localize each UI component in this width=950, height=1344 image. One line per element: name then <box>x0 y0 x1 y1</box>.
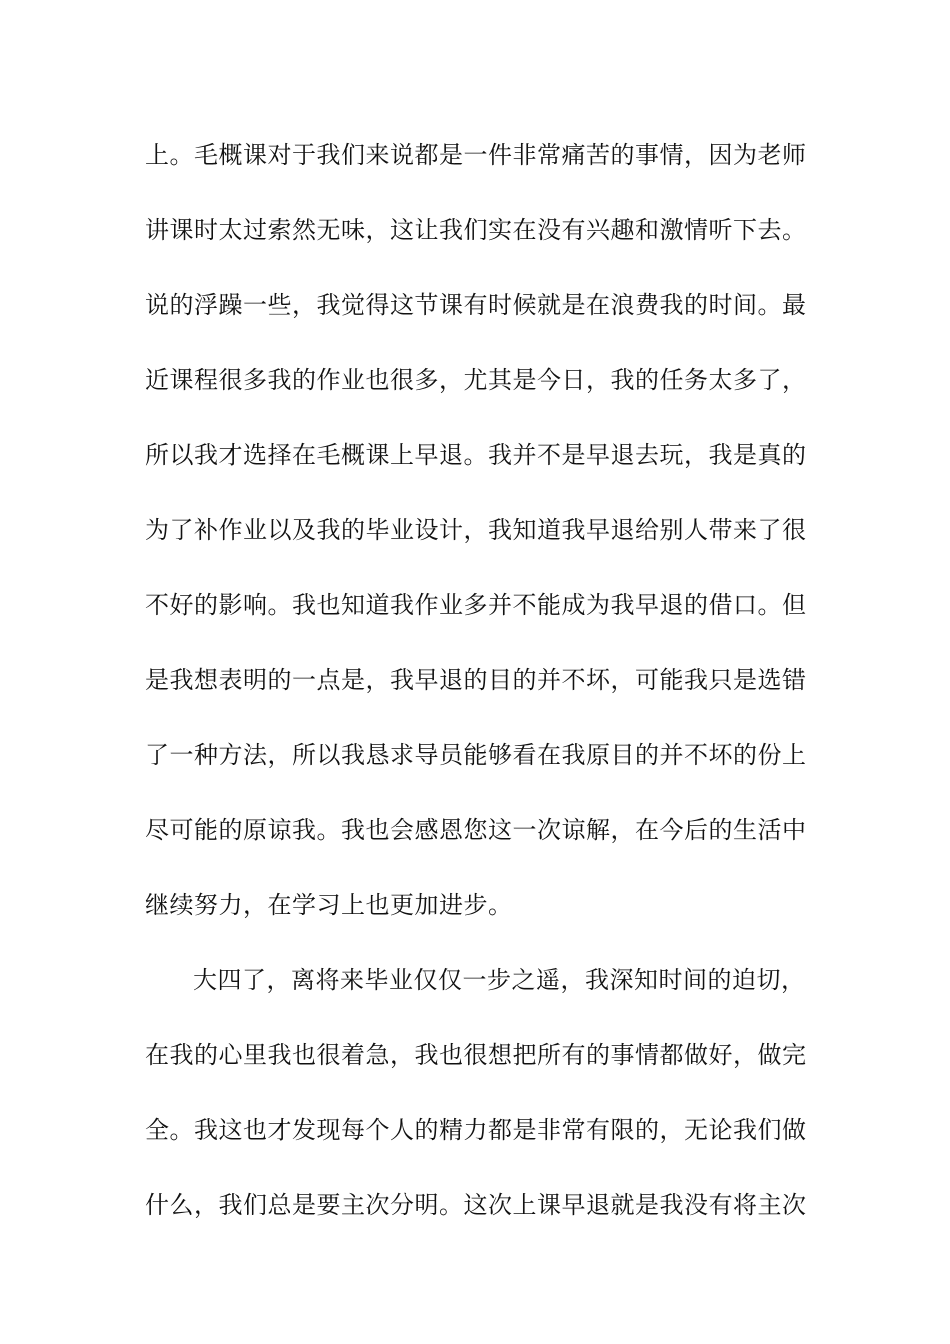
text-line: 所以我才选择在毛概课上早退。我并不是早退去玩，我是真的 <box>145 441 807 469</box>
text-line: 近课程很多我的作业也很多，尤其是今日，我的任务太多了， <box>145 366 807 394</box>
text-line: 不好的影响。我也知道我作业多并不能成为我早退的借口。但 <box>145 591 807 619</box>
text-line: 了一种方法，所以我恳求导员能够看在我原目的并不坏的份上 <box>145 741 807 769</box>
text-line: 在我的心里我也很着急，我也很想把所有的事情都做好，做完 <box>145 1041 807 1069</box>
text-line: 说的浮躁一些，我觉得这节课有时候就是在浪费我的时间。最 <box>145 291 807 319</box>
paragraph-first-line: 大四了，离将来毕业仅仅一步之遥，我深知时间的迫切， <box>193 966 806 994</box>
text-line: 是我想表明的一点是，我早退的目的并不坏，可能我只是选错 <box>145 666 807 694</box>
text-line: 上。毛概课对于我们来说都是一件非常痛苦的事情，因为老师 <box>145 141 807 169</box>
text-line: 什么，我们总是要主次分明。这次上课早退就是我没有将主次 <box>145 1191 807 1219</box>
text-line: 继续努力，在学习上也更加进步。 <box>145 891 513 919</box>
text-line: 全。我这也才发现每个人的精力都是非常有限的，无论我们做 <box>145 1116 807 1144</box>
text-line: 讲课时太过索然无味，这让我们实在没有兴趣和激情听下去。 <box>145 216 807 244</box>
text-line: 为了补作业以及我的毕业设计，我知道我早退给别人带来了很 <box>145 516 807 544</box>
text-line: 尽可能的原谅我。我也会感恩您这一次谅解，在今后的生活中 <box>145 816 807 844</box>
